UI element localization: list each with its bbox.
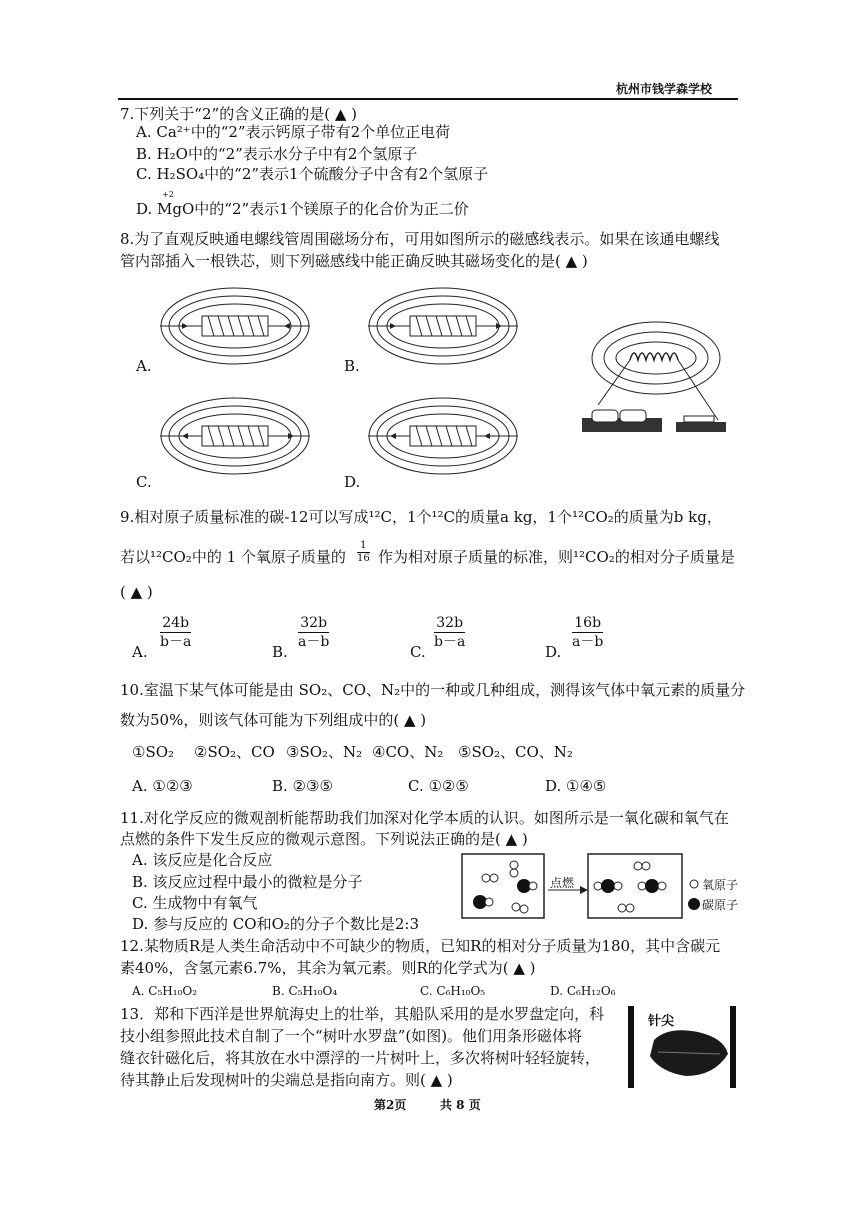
q13-line1: 13．郑和下西洋是世界航海史上的壮举，其船队采用的是水罗盘定向，科 — [120, 1005, 605, 1023]
leaf-compass-figure — [628, 1006, 736, 1088]
q10-line2: 数为50%，则该气体可能为下列组成中的( ▲ ) — [120, 711, 427, 729]
q7-stem: 7.下列关于“2”的含义正确的是( ▲ ) — [120, 105, 357, 123]
q9-option-c-den: b－a — [434, 634, 466, 650]
q9-line1: 9.相对原子质量标准的碳-12可以写成¹²C，1个¹²C的质量a kg，1个¹²CO₂的质量为b kg， — [120, 508, 722, 526]
q7-option-a: A. Ca²⁺中的“2”表示钙原子带有2个单位正电荷 — [136, 123, 451, 141]
q11-option-b: B. 该反应过程中最小的微粒是分子 — [132, 873, 363, 891]
q9-option-b-num: 32b — [298, 614, 329, 633]
q11-arrow-label: 点燃 — [550, 876, 575, 890]
q11-option-a: A. 该反应是化合反应 — [132, 851, 273, 869]
q10-combo-1: ①SO₂ — [132, 743, 175, 761]
q10-line1: 10.室温下某气体可能是由 SO₂、CO、N₂中的一种或几种组成，测得该气体中氧元素的质量分 — [120, 681, 746, 699]
q13-needle-tip-label: 针尖 — [648, 1014, 675, 1029]
q11-option-d: D. 参与反应的 CO和O₂的分子个数比是2:3 — [132, 915, 420, 933]
q7-option-b: B. H₂O中的“2”表示水分子中有2个氢原子 — [136, 145, 418, 163]
q10-option-a: A. ①②③ — [132, 777, 193, 795]
q13-line2: 技小组参照此技术自制了一个“树叶水罗盘”(如图)。他们用条形磁体将 — [120, 1027, 583, 1045]
q8-label-d: D. — [344, 473, 361, 491]
q11-line2: 点燃的条件下发生反应的微观示意图。下列说法正确的是( ▲ ) — [120, 830, 528, 848]
q10-combo-5: ⑤SO₂、CO、N₂ — [458, 743, 573, 761]
q10-combo-3: ③SO₂、N₂ — [286, 743, 363, 761]
q8-label-a: A. — [136, 357, 152, 375]
reaction-diagram — [462, 852, 742, 922]
q9-option-c-frac — [434, 614, 465, 651]
q7-valence-mark: +2 — [162, 190, 174, 199]
q9-option-d-frac — [572, 614, 603, 651]
q12-line1: 12.某物质R是人类生命活动中不可缺少的物质，已知R的相对分子质量为180，其中含碳元 — [120, 937, 721, 955]
q8-label-b: B. — [344, 357, 360, 375]
q10-option-b: B. ②③⑤ — [272, 777, 333, 795]
q11-legend-carbon: 碳原子 — [702, 898, 739, 912]
footer-page: 第2页 — [374, 1098, 407, 1112]
q9-option-d-num: 16b — [572, 614, 603, 633]
q7-option-d: D. MgO中的“2”表示1个镁原子的化合价为正二价 — [136, 200, 469, 218]
q9-option-b-frac — [298, 614, 329, 651]
q8-line2: 管内部插入一根铁芯，则下列磁感线中能正确反映其磁场变化的是( ▲ ) — [120, 252, 588, 270]
school-name: 杭州市钱学森学校 — [616, 82, 713, 96]
q9-option-a-label: A. — [132, 643, 148, 661]
q9-option-b-label: B. — [272, 643, 288, 661]
q8-label-c: C. — [136, 473, 152, 491]
q10-combo-2: ②SO₂、CO — [194, 743, 275, 761]
q9-line2b: 作为相对原子质量的标准，则¹²CO₂的相对分子质量是 — [378, 548, 735, 566]
q10-option-c: C. ①②⑤ — [408, 777, 469, 795]
q9-option-c-num: 32b — [434, 614, 465, 633]
q9-option-a-frac — [160, 614, 191, 651]
q10-combo-4: ④CO、N₂ — [372, 743, 444, 761]
q8-line1: 8.为了直观反映通电螺线管周围磁场分布，可用如图所示的磁感线表示。如果在该通电螺线 — [120, 230, 720, 248]
q9-line3: ( ▲ ) — [120, 583, 153, 601]
q9-option-a-num: 24b — [160, 614, 191, 633]
q12-option-b: B. C₅H₁₀O₄ — [272, 984, 338, 998]
solenoid-figure-b — [368, 280, 518, 375]
solenoid-figure-c — [160, 390, 310, 485]
q7-option-c: C. H₂SO₄中的“2”表示1个硫酸分子中含有2个氢原子 — [136, 165, 489, 183]
footer-total: 共 8 页 — [440, 1098, 481, 1112]
q9-option-d-den: a－b — [572, 634, 604, 650]
q13-line4: 待其静止后发现树叶的尖端总是指向南方。则( ▲ ) — [120, 1071, 453, 1089]
q11-option-c: C. 生成物中有氧气 — [132, 894, 258, 912]
q11-legend-oxygen: 氧原子 — [702, 878, 739, 892]
q11-line1: 11.对化学反应的微观剖析能帮助我们加深对化学本质的认识。如图所示是一氧化碳和氧气在 — [120, 809, 729, 827]
solenoid-figure-a — [160, 280, 310, 375]
q9-frac-num: 1 — [357, 540, 370, 553]
q9-option-b-den: a－b — [298, 634, 330, 650]
q13-line3: 缝衣针磁化后，将其放在水中漂浮的一片树叶上，多次将树叶轻轻旋转， — [120, 1049, 601, 1067]
q12-option-a: A. C₅H₁₀O₂ — [132, 984, 198, 998]
solenoid-circuit-figure — [578, 310, 728, 450]
solenoid-figure-d — [368, 390, 518, 485]
q9-fraction-1-16 — [357, 540, 370, 565]
q9-line2a: 若以¹²CO₂中的 1 个氧原子质量的 — [120, 548, 346, 566]
q9-frac-den: 16 — [357, 553, 370, 564]
q12-option-d: D. C₆H₁₂O₆ — [550, 984, 616, 998]
q12-line2: 素40%，含氢元素6.7%，其余为氧元素。则R的化学式为( ▲ ) — [120, 959, 536, 977]
header-rule — [118, 98, 738, 100]
q9-option-c-label: C. — [410, 643, 426, 661]
q10-option-d: D. ①④⑤ — [545, 777, 607, 795]
q9-option-a-den: b－a — [160, 634, 192, 650]
q12-option-c: C. C₆H₁₀O₅ — [420, 984, 486, 998]
q9-option-d-label: D. — [545, 643, 562, 661]
